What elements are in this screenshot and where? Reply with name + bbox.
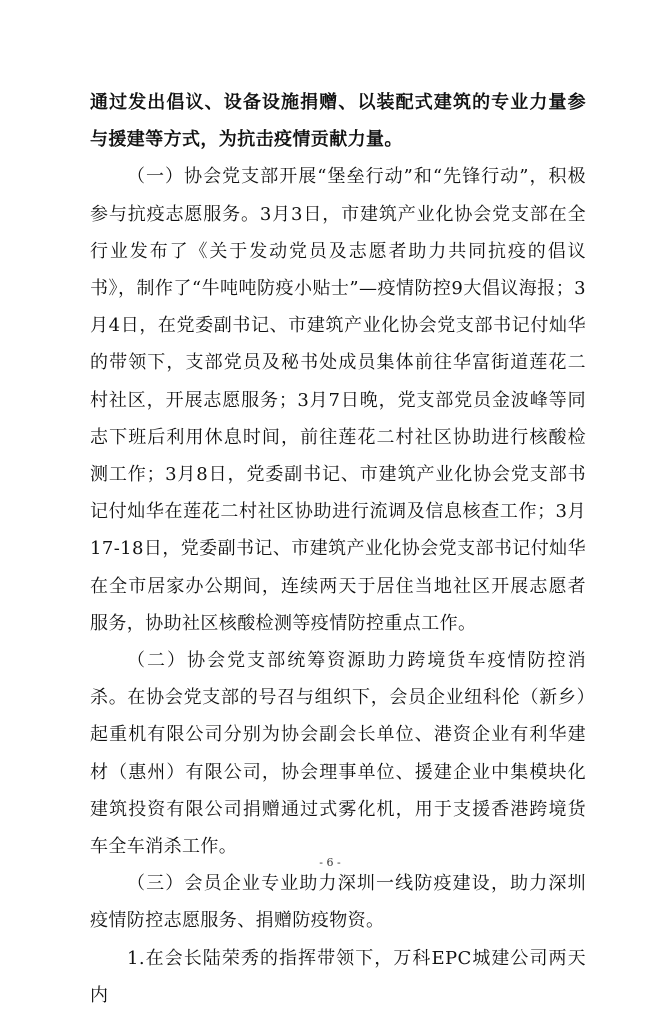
document-body bbox=[90, 84, 586, 1014]
paragraph-section-1: （一）协会党支部开展“堡垒行动”和“先锋行动”，积极参与抗疫志愿服务。3月3日，市建筑产业化协会党支部在全行业发布了《关于发动党员及志愿者助力共同抗疫的倡议书》，制作了“牛吨吨防疫小贴士”—疫情防控9大倡议海报；3月4日，在党委副书记、市建筑产业化协会党支部书记付灿华的带领下，支部党员及秘书处成员集体前往华富街道莲花二村社区，开展志愿服务；3月7日晚，党支部党员金波峰等同志下班后利用休息时间，前往莲花二村社区协助进行核酸检测工作；3月8日，党委副书记、市建筑产业化协会党支部书记付灿华在莲花二村社区协助进行流调及信息核查工作；3月17-18日，党委副书记、市建筑产业化协会党支部书记付灿华在全市居家办公期间，连续两天于居住当地社区开展志愿者服务，协助社区核酸检测等疫情防控重点工作。 bbox=[90, 166, 586, 634]
paragraph-item-1: 1.在会长陆荣秀的指挥带领下，万科EPC城建公司两天内 bbox=[90, 947, 586, 1006]
page-number: - 6 - bbox=[319, 856, 341, 869]
paragraph-section-3: （三）会员企业专业助力深圳一线防疫建设，助力深圳疫情防控志愿服务、捐赠防疫物资。 bbox=[90, 873, 586, 932]
paragraph-intro: 通过发出倡议、设备设施捐赠、以装配式建筑的专业力量参与援建等方式，为抗击疫情贡献力量。 bbox=[90, 92, 586, 151]
paragraph-section-2: （二）协会党支部统筹资源助力跨境货车疫情防控消杀。在协会党支部的号召与组织下，会员企业纽科伦（新乡）起重机有限公司分别为协会副会长单位、港资企业有利华建材（惠州）有限公司，协会理事单位、援建企业中集模块化建筑投资有限公司捐赠通过式雾化机，用于支援香港跨境货车全车消杀工作。 bbox=[90, 650, 586, 858]
